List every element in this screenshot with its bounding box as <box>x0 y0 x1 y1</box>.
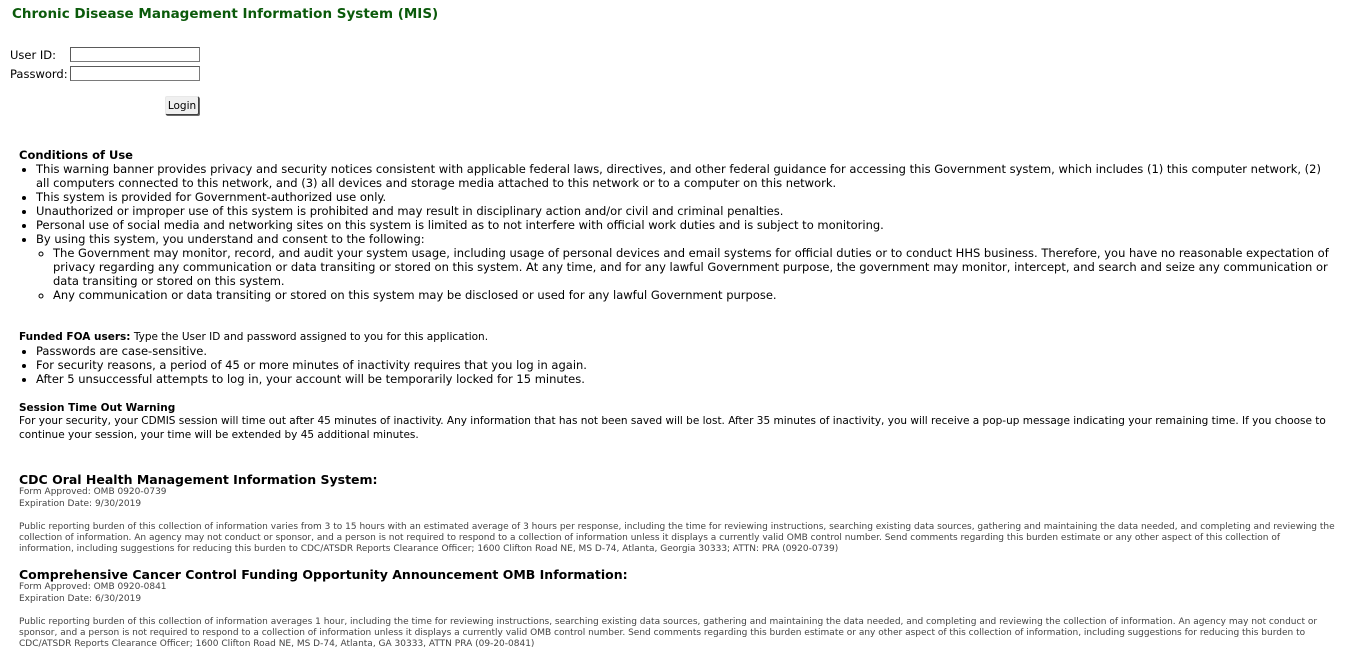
omb-oral-health-title: CDC Oral Health Management Information System: <box>19 472 378 487</box>
omb-oral-health-section <box>19 473 1337 555</box>
omb-oral-health-expiration: Expiration Date: 9/30/2019 <box>19 498 142 509</box>
consent-sub-item: ◦ The Government may monitor, record, and audit your system usage, including usage of personal devices and email systems for official duties or to conduct HHS business. Therefore, you have no reasonable expectation of privacy regarding any communication or data transiting or stored on this system. At any time, and for any lawful Government purpose, the government may monitor, intercept, and search and seize any communication or data transiting or stored on this system. <box>53 246 1337 288</box>
funded-users-section <box>19 330 1337 386</box>
conditions-item-text: By using this system, you understand and consent to the following: <box>36 232 425 246</box>
password-input[interactable] <box>70 66 200 81</box>
conditions-item-consent <box>36 232 1337 302</box>
consent-sub-item: ◦ Any communication or data transiting or stored on this system may be disclosed or used for any lawful Government purpose. <box>53 288 1337 302</box>
omb-cancer-expiration: Expiration Date: 6/30/2019 <box>19 593 142 604</box>
consent-sub-list <box>36 246 1337 302</box>
app-title: Chronic Disease Management Information System (MIS) <box>12 6 439 22</box>
funded-users-item: • Passwords are case-sensitive. <box>36 344 1337 358</box>
omb-cancer-section <box>19 568 1337 650</box>
funded-users-list <box>19 344 1337 386</box>
conditions-item: • This warning banner provides privacy and security notices consistent with applicable federal laws, directives, and other federal guidance for accessing this Government system, which includes (1) this computer network, (2) all computers connected to this network, and (3) all devices and storage media attached to this network or to a computer on this network. <box>36 162 1337 190</box>
omb-oral-health-form-approved: Form Approved: OMB 0920-0739 <box>19 487 167 497</box>
omb-cancer-form-approved: Form Approved: OMB 0920-0841 <box>19 582 167 592</box>
funded-users-item: • After 5 unsuccessful attempts to log in, your account will be temporarily locked for 15 minutes. <box>36 372 1337 386</box>
session-timeout-title: Session Time Out Warning <box>19 402 176 414</box>
user-id-input[interactable] <box>70 47 200 62</box>
login-button[interactable]: Login <box>165 96 199 115</box>
conditions-list <box>19 162 1337 302</box>
session-timeout-body: For your security, your CDMIS session will time out after 45 minutes of inactivity. Any information that has not been saved will be lost. After 35 minutes of inactivity, you will receive a pop-up message indicating your remaining time. If you choose to continue your session, your time will be extended by 45 additional minutes. <box>19 415 1326 441</box>
conditions-heading: Conditions of Use <box>19 148 133 162</box>
conditions-section <box>19 148 1337 302</box>
omb-cancer-burden: Public reporting burden of this collection of information averages 1 hour, including the time for reviewing instructions, searching existing data sources, gathering and maintaining the data needed, and completing and reviewing the collection of information. An agency may not conduct or sponsor, and a person is not required to respond to a collection of information unless it displays a currently valid OMB control number. Send comments regarding this burden estimate or any other aspect of this collection of information, including suggestions for reducing this burden to CDC/ATSDR Reports Clearance Officer; 1600 Clifton Road NE, MS D-74, Atlanta, GA 30333, ATTN PRA (09-20-0841) <box>19 617 1318 649</box>
session-timeout-section <box>19 402 1337 442</box>
conditions-item: • Unauthorized or improper use of this system is prohibited and may result in disciplinary action and/or civil and criminal penalties. <box>36 204 1337 218</box>
conditions-item: • Personal use of social media and networking sites on this system is limited as to not interfere with official work duties and is subject to monitoring. <box>36 218 1337 232</box>
omb-cancer-title: Comprehensive Cancer Control Funding Opportunity Announcement OMB Information: <box>19 567 628 582</box>
notice-content <box>19 148 1337 650</box>
funded-users-label: Funded FOA users: <box>19 331 131 343</box>
omb-oral-health-burden: Public reporting burden of this collection of information varies from 3 to 15 hours with an estimated average of 3 hours per response, including the time for reviewing instructions, searching existing data sources, gathering and maintaining the data needed, and completing and reviewing the collection of information. An agency may not conduct or sponsor, and a person is not required to respond to a collection of information unless it displays a currently valid OMB control number. Send comments regarding this burden estimate or any other aspect of this collection of information, including suggestions for reducing this burden to CDC/ATSDR Reports Clearance Officer; 1600 Clifton Road NE, MS D-74, Atlanta, Georgia 30333; ATTN: PRA (0920-0739) <box>19 522 1335 554</box>
user-id-label: User ID: <box>10 48 56 62</box>
funded-users-intro <box>19 330 1337 344</box>
conditions-item: • This system is provided for Government-authorized use only. <box>36 190 1337 204</box>
funded-users-item: • For security reasons, a period of 45 or more minutes of inactivity requires that you log in again. <box>36 358 1337 372</box>
funded-users-text: Type the User ID and password assigned to you for this application. <box>133 331 489 343</box>
password-label: Password: <box>10 67 68 81</box>
